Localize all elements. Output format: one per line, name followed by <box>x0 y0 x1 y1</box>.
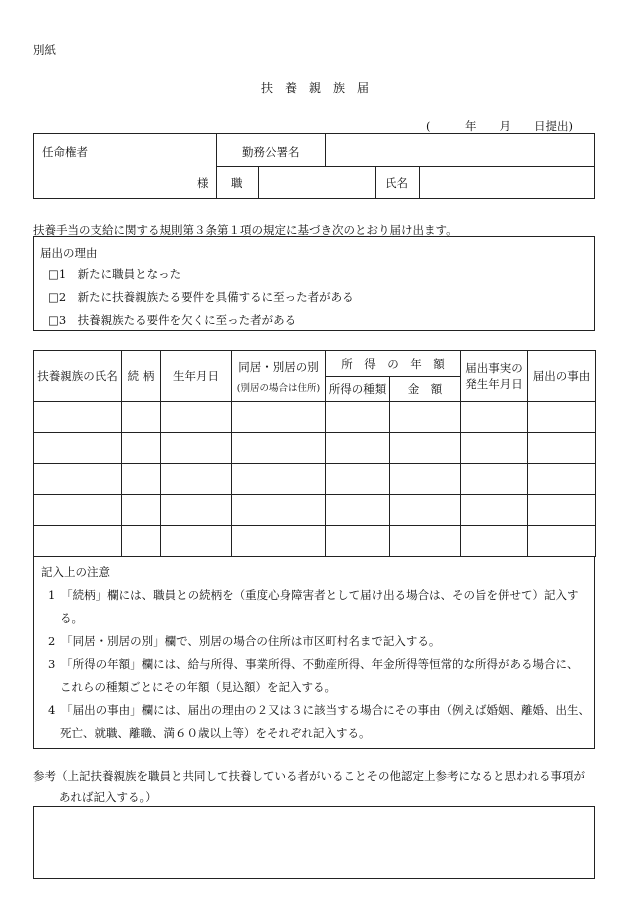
note-line: これらの種類ごとにその年額（見込額）を記入する。 <box>60 680 336 694</box>
table-cell[interactable] <box>122 464 161 495</box>
table-cell[interactable] <box>326 402 390 433</box>
reason-option-1[interactable]: □1 新たに職員となった <box>48 267 182 281</box>
col-header-cohabit: 同居・別居の別 (別居の場合は住所) <box>232 351 326 402</box>
table-cell[interactable] <box>461 464 528 495</box>
table-cell[interactable] <box>122 495 161 526</box>
table-row <box>34 495 596 526</box>
table-cell[interactable] <box>122 402 161 433</box>
dependents-table <box>33 350 596 557</box>
table-cell[interactable] <box>34 433 122 464</box>
table-cell[interactable] <box>528 464 596 495</box>
table-cell[interactable] <box>161 526 232 557</box>
col-header-birth: 生年月日 <box>161 351 232 402</box>
table-cell[interactable] <box>390 402 461 433</box>
office-label: 勤務公署名 <box>242 145 300 159</box>
position-input[interactable] <box>262 169 372 196</box>
remarks-input[interactable] <box>33 806 595 879</box>
table-cell[interactable] <box>461 495 528 526</box>
remarks-text-1: 参考（上記扶養親族を職員と共同して扶養している者がいることその他認定上参考になると思われる事項が <box>33 769 585 783</box>
office-input[interactable] <box>329 136 593 164</box>
table-cell[interactable] <box>34 464 122 495</box>
table-cell[interactable] <box>161 464 232 495</box>
notes-heading: 記入上の注意 <box>41 565 110 579</box>
table-cell[interactable] <box>528 495 596 526</box>
table-row <box>34 433 596 464</box>
table-cell[interactable] <box>232 526 326 557</box>
table-cell[interactable] <box>326 495 390 526</box>
table-cell[interactable] <box>326 433 390 464</box>
note-line: 死亡、就職、離職、満６０歳以上等）をそれぞれ記入する。 <box>60 726 371 740</box>
page-title: 扶 養 親 族 届 <box>260 81 369 95</box>
sama-suffix: 様 <box>197 176 209 190</box>
table-cell[interactable] <box>390 495 461 526</box>
note-line: 4 「届出の事由」欄には、届出の理由の２又は３に該当する場合にその事由（例えば婚姻、離婚、出生、 <box>48 703 591 717</box>
table-cell[interactable] <box>34 402 122 433</box>
name-input[interactable] <box>423 169 593 196</box>
table-cell[interactable] <box>390 464 461 495</box>
table-cell[interactable] <box>461 433 528 464</box>
table-cell[interactable] <box>161 495 232 526</box>
table-cell[interactable] <box>390 526 461 557</box>
table-cell[interactable] <box>528 402 596 433</box>
reasons-heading: 届出の理由 <box>40 246 98 260</box>
note-line: 3 「所得の年額」欄には、給与所得、事業所得、不動産所得、年金所得等恒常的な所得がある場合に、 <box>48 657 579 671</box>
position-label: 職 <box>231 176 243 190</box>
table-cell[interactable] <box>461 402 528 433</box>
table-cell[interactable] <box>326 526 390 557</box>
attachment-label: 別紙 <box>33 43 56 57</box>
table-cell[interactable] <box>390 433 461 464</box>
table-cell[interactable] <box>326 464 390 495</box>
declaration-text: 扶養手当の支給に関する規則第３条第１項の規定に基づき次のとおり届け出ます。 <box>33 223 458 237</box>
table-row <box>34 402 596 433</box>
table-cell[interactable] <box>232 402 326 433</box>
table-cell[interactable] <box>461 526 528 557</box>
table-cell[interactable] <box>232 464 326 495</box>
note-line: る。 <box>60 611 83 625</box>
table-cell[interactable] <box>528 433 596 464</box>
table-cell[interactable] <box>122 433 161 464</box>
reason-option-2[interactable]: □2 新たに扶養親族たる要件を具備するに至った者がある <box>48 290 354 304</box>
col-header-income: 所 得 の 年 額 <box>326 351 461 377</box>
table-cell[interactable] <box>161 402 232 433</box>
remarks-text-2: あれば記入する。） <box>59 790 157 804</box>
col-header-event-date: 届出事実の 発生年月日 <box>461 351 528 402</box>
reason-option-3[interactable]: □3 扶養親族たる要件を欠くに至った者がある <box>48 313 297 327</box>
col-header-name: 扶養親族の氏名 <box>34 351 122 402</box>
appointer-label: 任命権者 <box>42 145 88 159</box>
reasons-box <box>33 236 595 331</box>
table-cell[interactable] <box>528 526 596 557</box>
col-header-amount: 金 額 <box>390 377 461 402</box>
notes-box <box>33 557 595 749</box>
table-row <box>34 464 596 495</box>
table-cell[interactable] <box>232 495 326 526</box>
table-cell[interactable] <box>34 495 122 526</box>
submission-date: ( 年 月 日提出) <box>426 119 573 133</box>
applicant-table <box>33 133 595 199</box>
table-cell[interactable] <box>34 526 122 557</box>
table-cell[interactable] <box>161 433 232 464</box>
col-header-relation: 続 柄 <box>122 351 161 402</box>
name-label: 氏名 <box>385 176 408 190</box>
note-line: 1 「続柄」欄には、職員との続柄を（重度心身障害者として届け出る場合は、その旨を併せて）記入す <box>48 588 579 602</box>
col-header-income-type: 所得の種類 <box>326 377 390 402</box>
col-header-reason: 届出の事由 <box>528 351 596 402</box>
table-cell[interactable] <box>232 433 326 464</box>
appointer-input[interactable] <box>38 164 188 194</box>
note-line: 2 「同居・別居の別」欄で、別居の場合の住所は市区町村名まで記入する。 <box>48 634 441 648</box>
table-cell[interactable] <box>122 526 161 557</box>
table-row <box>34 526 596 557</box>
